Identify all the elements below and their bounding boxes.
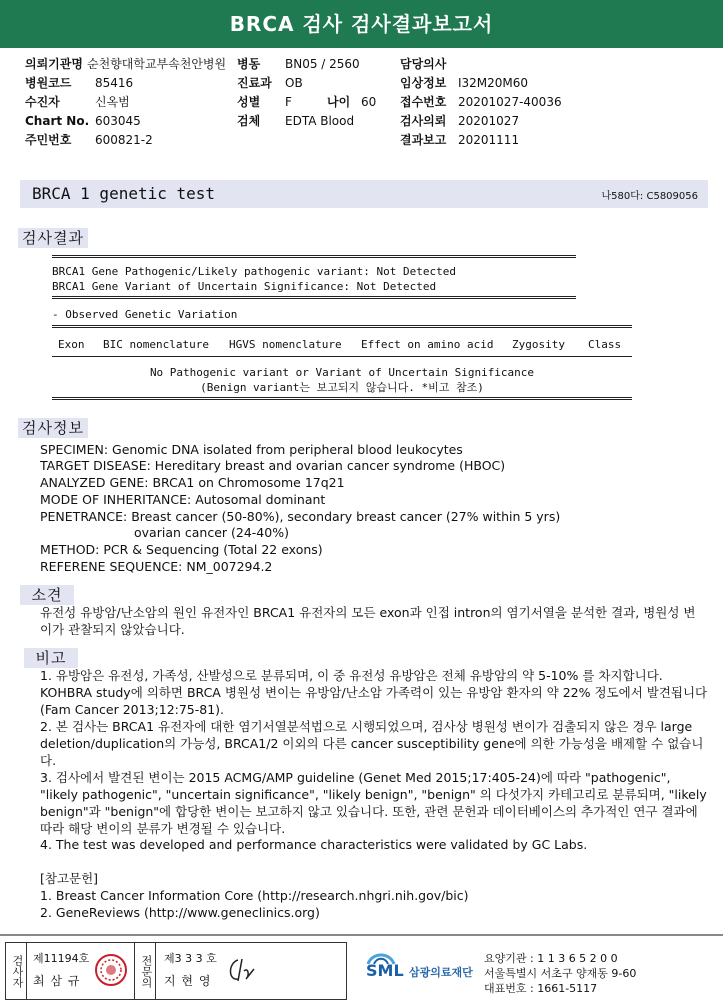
info-value: 603045 (95, 114, 141, 128)
reviewer-signature-icon (224, 955, 264, 985)
info-label: Chart No. (25, 114, 90, 128)
org-name: 삼광의료재단 (409, 966, 473, 979)
age-value: 60 (361, 95, 377, 109)
report-title: BRCA 검사 검사결과보고서 (0, 0, 723, 48)
info-label: 의뢰기관명 (25, 57, 83, 71)
tester-seal-icon (94, 953, 128, 987)
test-name: BRCA 1 genetic test (32, 184, 216, 203)
analyzed-gene-line: ANALYZED GENE: BRCA1 on Chromosome 17q21 (40, 475, 345, 490)
info-value: 600821-2 (95, 133, 153, 147)
info-label: 주민번호 (25, 133, 72, 147)
info-row (25, 93, 226, 112)
tester-label: 검사자 (5, 942, 27, 999)
info-value: 신옥범 (95, 95, 130, 109)
divider (52, 325, 632, 328)
column-header: Zygosity (512, 338, 565, 351)
test-name-bar (20, 180, 708, 208)
info-row (400, 55, 562, 74)
result-line-2: BRCA1 Gene Variant of Uncertain Significance: Not Detected (52, 280, 437, 293)
info-label: 검체 (237, 114, 261, 128)
reference-sequence-line: REFERENE SEQUENCE: NM_007294.2 (40, 559, 273, 574)
reviewer-label: 전문의 (134, 942, 156, 999)
info-row (25, 55, 226, 74)
info-value: 20201027-40036 (458, 95, 562, 109)
info-row (25, 131, 226, 150)
logo-text: SML (366, 961, 404, 980)
references-heading: [참고문헌] (40, 871, 99, 886)
info-row (237, 74, 376, 93)
info-label: 진료과 (237, 76, 272, 90)
test-code: 나580다: C5809056 (601, 191, 698, 202)
info-row (400, 131, 562, 150)
column-header: BIC nomenclature (103, 338, 209, 351)
reference-item: 2. GeneReviews (http://www.geneclinics.org) (40, 905, 320, 920)
remark-item: 3. 검사에서 발견된 변이는 2015 ACMG/AMP guideline (Genet Med 2015;17:405-24)에 따라 "pathogenic", "likely pathogenic", "uncertain significance", "likely benign", "benign" 의 다섯가지 카테고리로 분류되며, "likely benign"과 "benign"에 합당한 변이는 보고하지 않고 있습니다. 또한, 관련 문헌과 데이터베이스의 추가적인 연구 결과에 따라 해당 변이의 분류가 변경될 수 있습니다. (40, 770, 707, 836)
penetrance-line: PENETRANCE: Breast cancer (50-80%), secondary breast cancer (27% within 5 yrs) (40, 509, 561, 524)
info-label: 병동 (237, 57, 261, 71)
column-header: Class (588, 338, 622, 351)
column-header: Exon (58, 338, 85, 351)
opinion-text: 유전성 유방암/난소암의 원인 유전자인 BRCA1 유전자의 모든 exon과 인접 intron의 염기서열을 분석한 결과, 병원성 변이가 관찰되지 않았습니다. (40, 605, 696, 637)
result-heading: 검사결과 (18, 228, 88, 248)
phone: 대표번호 : 1661-5117 (484, 982, 598, 995)
info-value: I32M20M60 (458, 76, 529, 90)
divider (52, 255, 576, 258)
info-label: 수진자 (25, 95, 60, 109)
info-row (237, 93, 376, 112)
info-label: 성별 (237, 95, 261, 109)
info-value: OB (285, 76, 303, 90)
column-header: Effect on amino acid (361, 338, 494, 351)
column-header: HGVS nomenclature (229, 338, 342, 351)
address: 서울특별시 서초구 양재동 9-60 (484, 967, 637, 980)
info-label: 임상정보 (400, 76, 447, 90)
remark-item: 1. 유방암은 유전성, 가족성, 산발성으로 분류되며, 이 중 유전성 유방암은 전체 유방암의 약 5-10% 를 차지합니다. KOHBRA study에 의하면 BRCA 병원성 변이는 유방암/난소암 가족력이 있는 유방암 환자의 약 22% 정도에서 발견됩니다(Fam Cancer 2013;12:75-81). (40, 668, 708, 717)
info-row (25, 112, 226, 131)
observed-variation-label: - Observed Genetic Variation (52, 308, 238, 321)
divider (52, 296, 576, 299)
info-value: 20201111 (458, 133, 520, 147)
remark-item: 4. The test was developed and performance characteristics were validated by GC Labs. (40, 837, 588, 852)
info-value: EDTA Blood (285, 114, 355, 128)
result-line-1: BRCA1 Gene Pathogenic/Likely pathogenic variant: Not Detected (52, 265, 456, 278)
divider (52, 397, 632, 400)
divider (52, 356, 632, 357)
info-row (400, 112, 562, 131)
info-row (25, 74, 226, 93)
tester-license-no: 제11194호 (33, 952, 90, 965)
test-info-heading: 검사정보 (18, 418, 88, 438)
inheritance-line: MODE OF INHERITANCE: Autosomal dominant (40, 492, 326, 507)
reference-item: 1. Breast Cancer Information Core (http://research.nhgri.nih.gov/bic) (40, 888, 469, 903)
info-label: 병원코드 (25, 76, 72, 90)
info-label: 담당의사 (400, 57, 447, 71)
remark-item: 2. 본 검사는 BRCA1 유전자에 대한 염기서열분석법으로 시행되었으며, 검사상 병원성 변이가 검출되지 않은 경우 large deletion/duplication의 가능성, BRCA1/2 이외의 다른 cancer susceptibility gene에 의한 가능성을 배제할 수 없습니다. (40, 719, 704, 768)
info-row (400, 93, 562, 112)
specimen-line: SPECIMEN: Genomic DNA isolated from peripheral blood leukocytes (40, 442, 463, 457)
opinion-heading: 소견 (20, 585, 74, 605)
info-value: F (285, 95, 292, 109)
info-label: 검사의뢰 (400, 114, 447, 128)
age-label: 나이 (327, 95, 351, 109)
info-value: 순천향대학교부속천안병원 (87, 57, 227, 71)
info-row (237, 112, 376, 131)
reviewer-license-no: 제3 3 3 호 (164, 952, 217, 965)
info-value: BN05 / 2560 (285, 57, 360, 71)
info-value: 20201027 (458, 114, 520, 128)
remarks-heading: 비고 (24, 648, 78, 668)
info-label: 결과보고 (400, 133, 447, 147)
info-row (400, 74, 562, 93)
info-row (237, 55, 376, 74)
no-variant-text: No Pathogenic variant or Variant of Uncertain Significance (149, 366, 535, 379)
info-value: 85416 (95, 76, 134, 90)
method-line: METHOD: PCR & Sequencing (Total 22 exons) (40, 542, 323, 557)
reviewer-name: 지 현 영 (164, 974, 212, 988)
benign-note: (Benign variant는 보고되지 않습니다. *비고 참조) (200, 381, 484, 394)
institution-code: 요양기관 : 1 1 3 6 5 2 0 0 (484, 952, 618, 965)
footer-divider (0, 934, 723, 936)
target-disease-line: TARGET DISEASE: Hereditary breast and ovarian cancer syndrome (HBOC) (40, 458, 506, 473)
info-label: 접수번호 (400, 95, 447, 109)
tester-name: 최 삼 규 (33, 974, 81, 988)
penetrance-line-cont: ovarian cancer (24-40%) (134, 525, 289, 540)
